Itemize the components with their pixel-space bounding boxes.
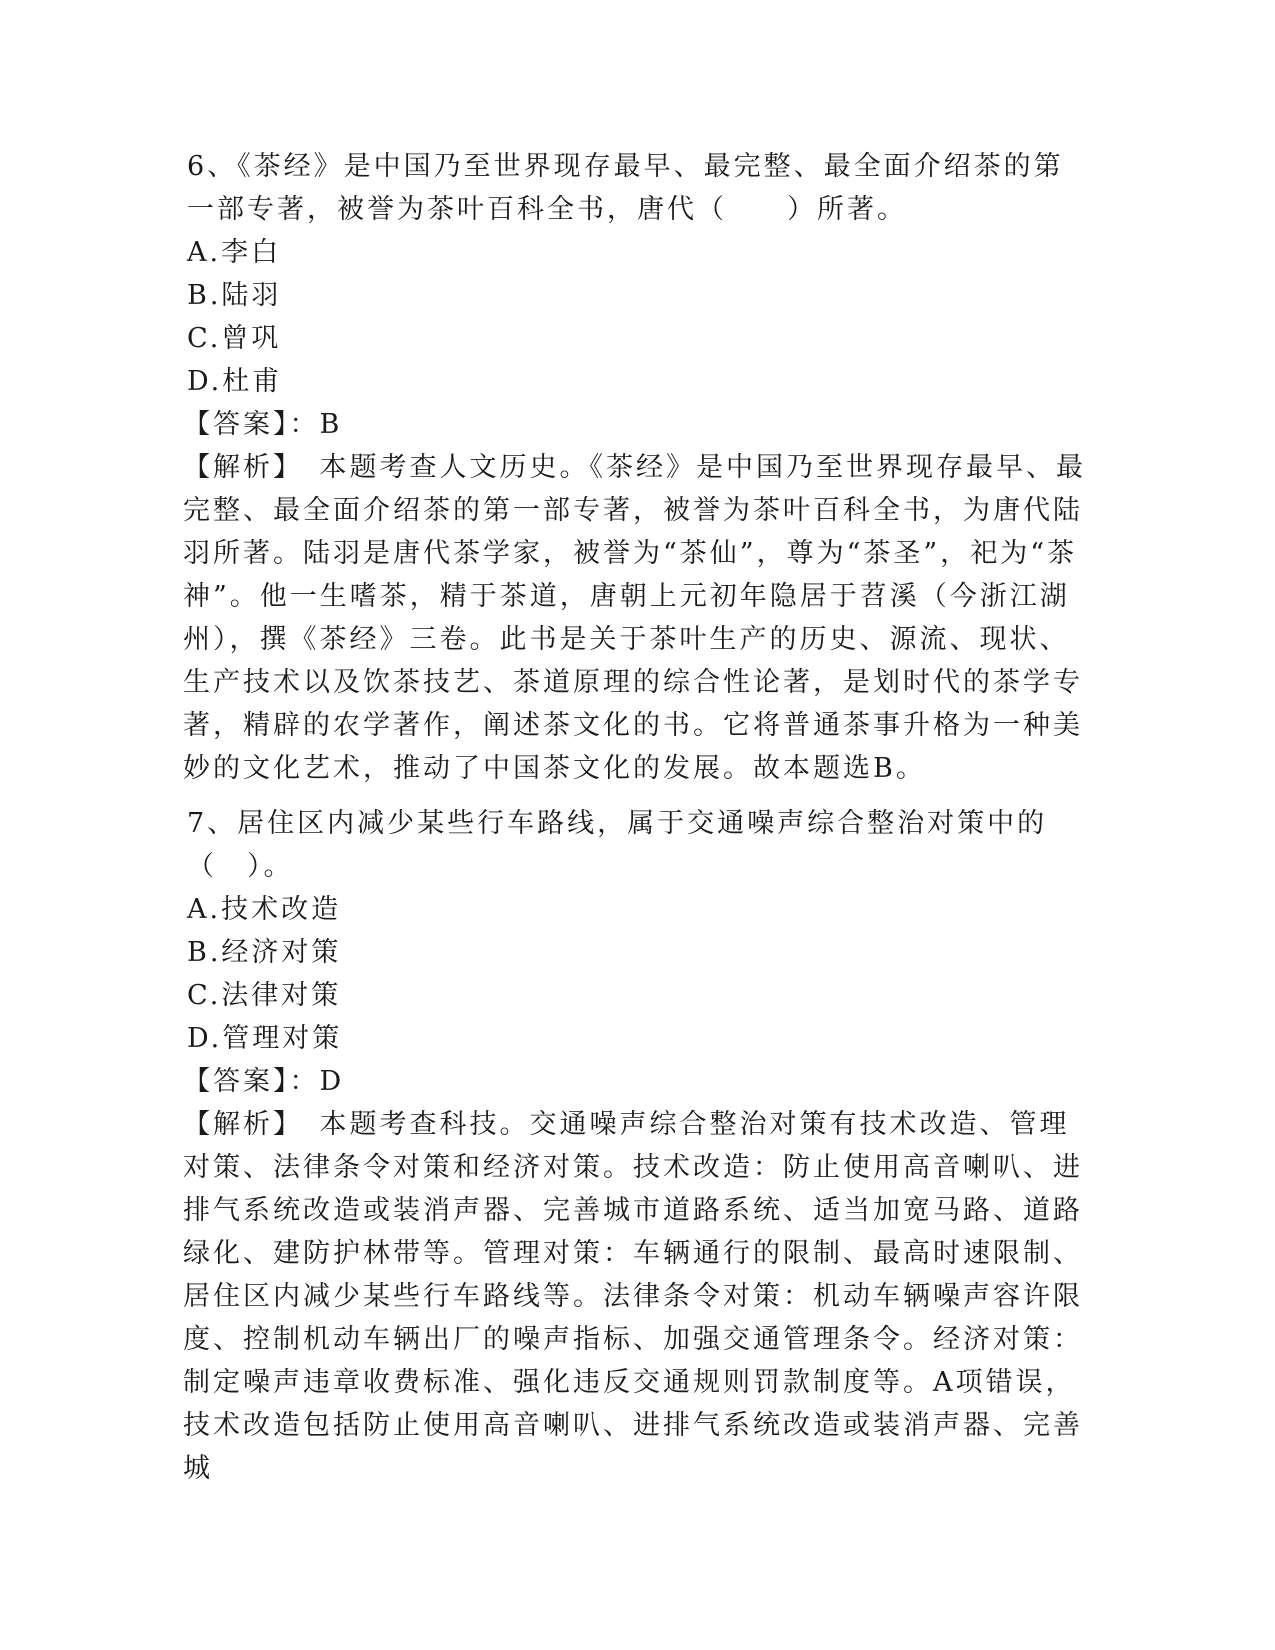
- option-a: A.李白: [187, 237, 282, 268]
- answer-line: 【答案】：D: [183, 1066, 345, 1097]
- option-d: D.管理对策: [187, 1023, 343, 1054]
- question-7: [183, 802, 1087, 1490]
- answer-line: 【答案】：B: [183, 409, 343, 440]
- option-d: D.杜甫: [187, 366, 283, 397]
- question-text: 7、居住区内减少某些行车路线，属于交通噪声综合整治对策中的（ ）。: [187, 808, 1048, 882]
- option-c: C.曾巩: [187, 323, 282, 354]
- option-c: C.法律对策: [187, 980, 342, 1011]
- option-a: A.技术改造: [187, 894, 342, 925]
- question-6: [183, 145, 1087, 790]
- analysis-paragraph: 【解析】 本题考查科技。交通噪声综合整治对策有技术改造、管理对策、法律条令对策和经济对策。技术改造：防止使用高音喇叭、进排气系统改造或装消声器、完善城市道路系统、适当加宽马路、道路绿化、建防护林带等。管理对策：车辆通行的限制、最高时速限制、居住区内减少某些行车路线等。法律条令对策：机动车辆噪声容许限度、控制机动车辆出厂的噪声指标、加强交通管理条令。经济对策：制定噪声违章收费标准、强化违反交通规则罚款制度等。A项错误，技术改造包括防止使用高音喇叭、进排气系统改造或装消声器、完善城: [183, 1109, 1083, 1484]
- page-content: [183, 145, 1087, 1490]
- option-b: B.陆羽: [187, 280, 282, 311]
- analysis-paragraph: 【解析】 本题考查人文历史。《茶经》是中国乃至世界现存最早、最完整、最全面介绍茶的第一部专著，被誉为茶叶百科全书，为唐代陆羽所著。陆羽是唐代茶学家，被誉为“茶仙”，尊为“茶圣”，祀为“茶神”。他一生嗜茶，精于茶道，唐朝上元初年隐居于苕溪（今浙江湖州），撰《茶经》三卷。此书是关于茶叶生产的历史、源流、现状、生产技术以及饮茶技艺、茶道原理的综合性论著，是划时代的茶学专著，精辟的农学著作，阐述茶文化的书。它将普通茶事升格为一种美妙的文化艺术，推动了中国茶文化的发展。故本题选B。: [183, 452, 1086, 784]
- option-b: B.经济对策: [187, 937, 342, 968]
- question-text: 6、《茶经》是中国乃至世界现存最早、最完整、最全面介绍茶的第一部专著，被誉为茶叶百科全书，唐代（ ）所著。: [187, 151, 1064, 225]
